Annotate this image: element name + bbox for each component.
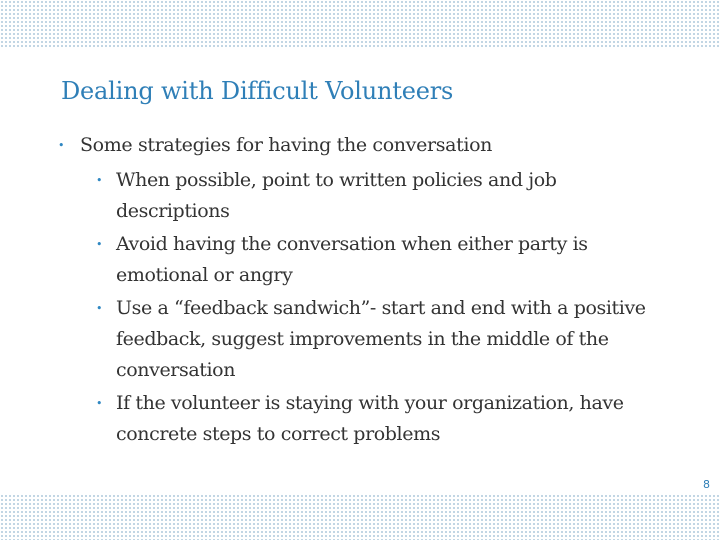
bullet-icon: • bbox=[96, 302, 103, 315]
sub-bullet-list bbox=[96, 165, 671, 452]
bullet-icon: • bbox=[96, 174, 103, 187]
sub-bullet-item bbox=[96, 388, 671, 450]
main-bullet-text: Some strategies for having the conversation bbox=[80, 134, 493, 156]
slide-title: Dealing with Difficult Volunteers bbox=[61, 77, 454, 105]
sub-bullet-text: If the volunteer is staying with your organization, have concrete steps to correct problems bbox=[116, 392, 624, 445]
page-number: 8 bbox=[696, 478, 710, 492]
sub-bullet-item bbox=[96, 165, 671, 227]
bullet-icon: • bbox=[96, 238, 103, 251]
dotted-header-band bbox=[0, 0, 720, 48]
bullet-icon: • bbox=[58, 139, 65, 152]
sub-bullet-text: Use a “feedback sandwich”- start and end with a positive feedback, suggest improvements in the middle of the conversation bbox=[116, 297, 646, 381]
dotted-footer-band bbox=[0, 494, 720, 540]
sub-bullet-text: When possible, point to written policies and job descriptions bbox=[116, 169, 557, 222]
sub-bullet-text: Avoid having the conversation when either party is emotional or angry bbox=[116, 233, 588, 286]
bullet-icon: • bbox=[96, 397, 103, 410]
sub-bullet-item bbox=[96, 229, 671, 291]
sub-bullet-item bbox=[96, 293, 671, 386]
